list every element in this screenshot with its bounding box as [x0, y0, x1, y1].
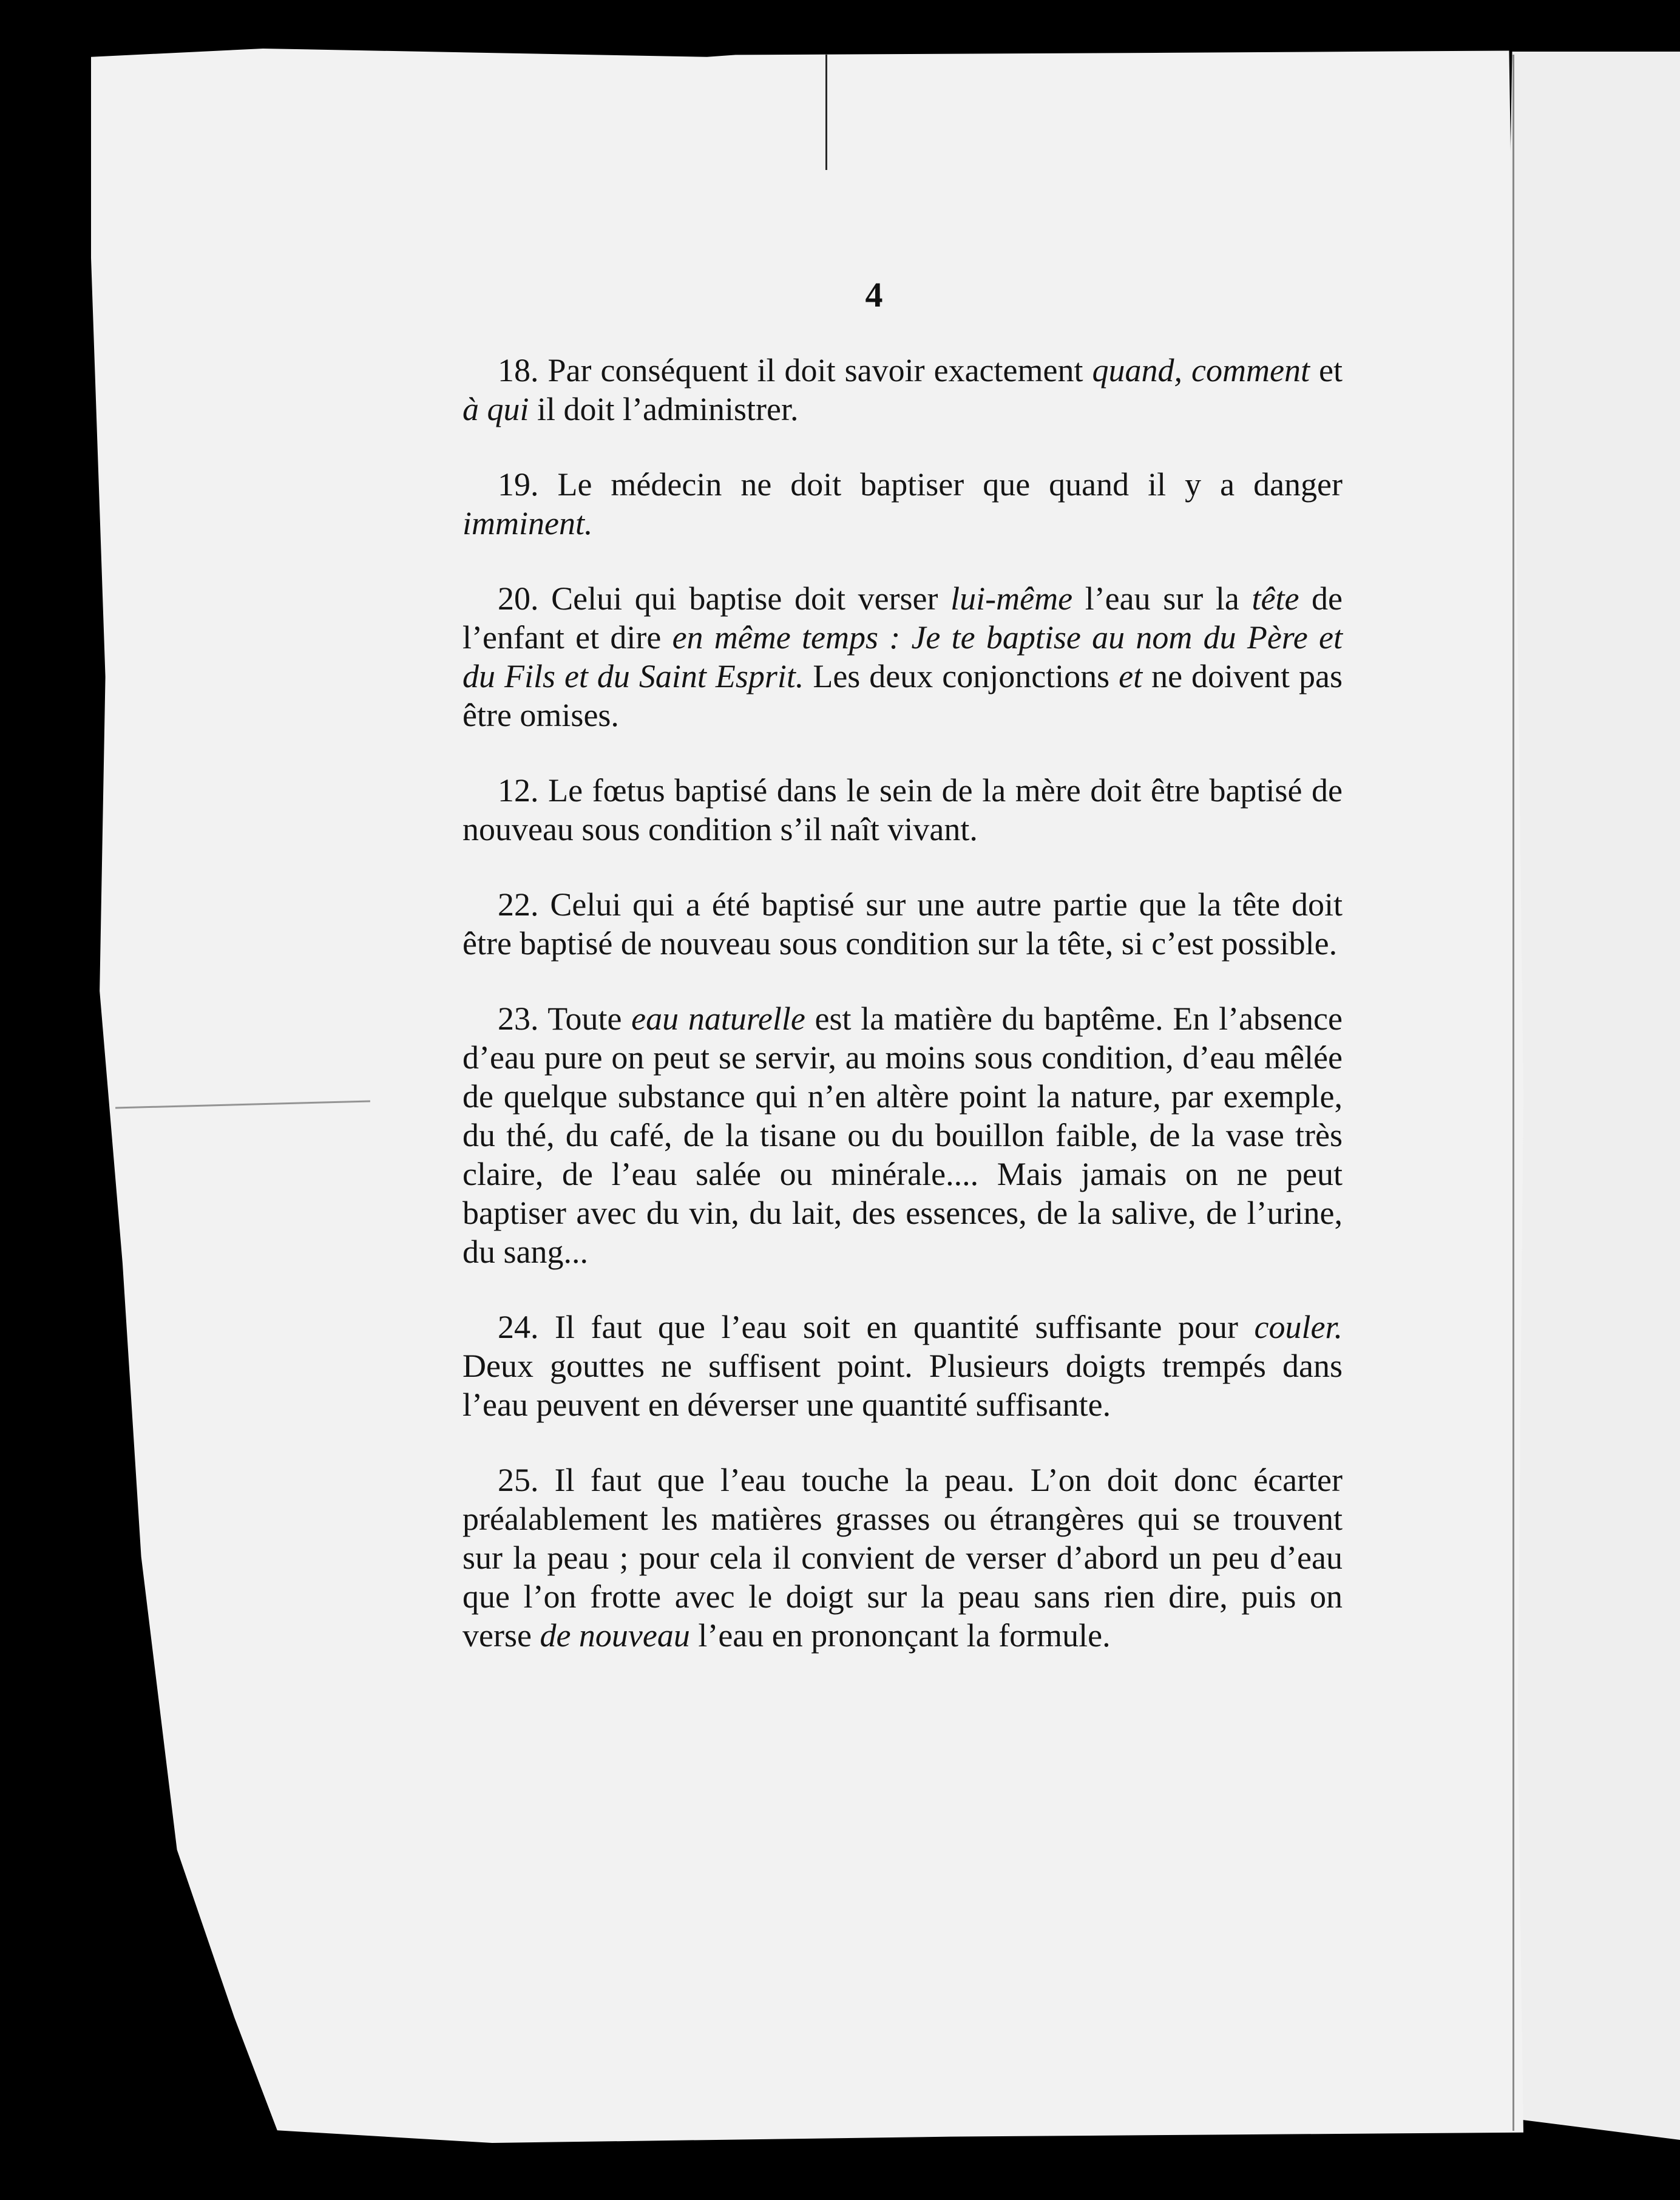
- paragraph-text: est la matière du baptême. En l’absence d’eau pure on peut se servir, au moins sous condition, d’eau mêlée de quelque substance qui n’en altère point la nature, par exemple, du thé, du café, de la tisane ou du bouillon faible, de la vase très claire, de l’eau salée ou minérale.... Mais jamais on ne peut baptiser avec du vin, du lait, des essences, de la salive, de l’urine, du sang...: [462, 1000, 1343, 1270]
- paragraph-number: 23.: [498, 1000, 539, 1037]
- paragraph: [462, 999, 1343, 1271]
- paragraph-number: 18.: [498, 352, 539, 389]
- paragraph-text: de l’enfant et dire: [462, 580, 1343, 656]
- paragraph-number: 20.: [498, 580, 539, 617]
- paragraph-text: et: [1309, 352, 1343, 389]
- document-body: [462, 351, 1343, 1691]
- paragraph-number: 22.: [498, 886, 539, 923]
- fold-crease-top: [825, 55, 827, 170]
- paragraph-number: 19.: [498, 466, 539, 503]
- fold-crease-right: [1512, 55, 1514, 2131]
- paragraph: [462, 351, 1343, 429]
- paragraph: [462, 465, 1343, 543]
- italic-text: lui-même: [950, 580, 1073, 617]
- adjacent-page-edge: [1505, 52, 1680, 2140]
- italic-text: couler.: [1254, 1309, 1343, 1345]
- paragraph: [462, 1461, 1343, 1655]
- italic-text: eau naturelle: [631, 1000, 805, 1037]
- italic-text: à qui: [462, 391, 529, 427]
- italic-text: en même temps : Je te baptise au nom du Père et du Fils et du Saint Esprit.: [462, 619, 1343, 694]
- italic-text: comment: [1191, 352, 1310, 389]
- paragraph-text: Toute: [538, 1000, 632, 1037]
- paragraph: [462, 885, 1343, 963]
- paragraph-number: 24.: [498, 1309, 539, 1345]
- page-number: 4: [865, 275, 883, 314]
- paragraph-number: 12.: [498, 772, 539, 809]
- paragraph-text: Le fœtus baptisé dans le sein de la mère doit être baptisé de nouveau sous condition s’il naît vivant.: [462, 772, 1343, 847]
- paragraph: [462, 579, 1343, 735]
- paragraph-text: Il faut que l’eau touche la peau. L’on doit donc écarter préalablement les matières grasses ou étrangères qui se trouvent sur la peau ; pour cela il convient de verser d’abord un peu d’eau que l’on frotte avec le doigt sur la peau sans rien dire, puis on verse: [462, 1462, 1343, 1654]
- paragraph-text: Celui qui baptise doit verser: [538, 580, 951, 617]
- paragraph-text: ne doivent pas être omises.: [462, 658, 1343, 733]
- paragraph-text: Par conséquent il doit savoir exactement: [538, 352, 1092, 389]
- paragraph-text: Il faut que l’eau soit en quantité suffisante pour: [538, 1309, 1255, 1345]
- italic-text: de nouveau: [540, 1617, 690, 1654]
- paragraph-number: 25.: [498, 1462, 539, 1498]
- paragraph-text: Les deux conjonctions: [804, 658, 1119, 694]
- italic-text: imminent.: [462, 505, 593, 542]
- paragraph-text: Celui qui a été baptisé sur une autre partie que la tête doit être baptisé de nouveau sous condition sur la tête, si c’est possible.: [462, 886, 1343, 962]
- paragraph-text: Deux gouttes ne suffisent point. Plusieurs doigts trempés dans l’eau peuvent en déverser une quantité suffisante.: [462, 1348, 1343, 1423]
- paragraph-text: l’eau en prononçant la formule.: [689, 1617, 1111, 1654]
- paragraph: [462, 771, 1343, 849]
- paragraph-text: [1182, 352, 1191, 389]
- italic-text: et: [1119, 658, 1143, 694]
- paragraph-text: il doit l’administrer.: [529, 391, 799, 427]
- paragraph-text: Le médecin ne doit baptiser que quand il y a danger: [538, 466, 1343, 503]
- italic-text: tête: [1252, 580, 1299, 617]
- paragraph: [462, 1308, 1343, 1424]
- paragraph-text: l’eau sur la: [1072, 580, 1252, 617]
- italic-text: quand,: [1092, 352, 1182, 389]
